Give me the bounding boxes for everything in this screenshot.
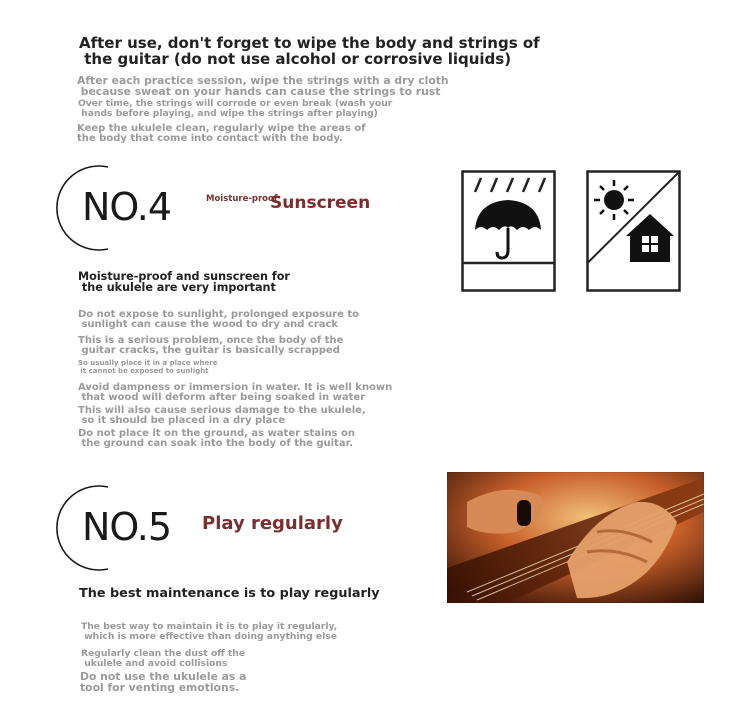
moisture-proof-label: Moisture-proof [206, 194, 278, 204]
sun-house-icon [586, 170, 681, 292]
section4-paragraph-3: So usually place it in a place where it cannot be exposed to sunlight [78, 359, 218, 375]
section5-paragraph-2: Regularly clean the dust off the ukulele and avoid collisions [81, 648, 246, 669]
section5-subtitle: The best maintenance is to play regularly [79, 586, 380, 601]
care-paragraph-3: Keep the ukulele clean, regularly wipe the areas of the body that come into contact with the body. [77, 123, 366, 144]
section4-paragraph-5: This will also cause serious damage to the ukulele, so it should be placed in a dry place [78, 405, 366, 426]
section4-paragraph-1: Do not expose to sunlight, prolonged exposure to sunlight can cause the wood to dry and crack [78, 309, 360, 330]
section4-paragraph-2: This is a serious problem, once the body of the guitar cracks, the guitar is basically scrapped [78, 335, 344, 356]
sunscreen-heading: Sunscreen [270, 193, 371, 213]
section5-paragraph-3: Do not use the ukulele as a tool for venting emotions. [80, 670, 247, 694]
section-number-5: NO.5 [82, 505, 172, 549]
section4-paragraph-4: Avoid dampness or immersion in water. It is well known that wood will deform after being soaked in water [78, 382, 393, 403]
section-number-4: NO.4 [82, 185, 172, 229]
guitar-playing-photo [447, 472, 704, 603]
play-regularly-heading: Play regularly [202, 513, 343, 534]
care-paragraph-2: Over time, the strings will corrode or even break (wash your hands before playing, and wipe the strings after playing) [78, 98, 393, 119]
section5-paragraph-1: The best way to maintain it is to play it regularly, which is more effective than doing anything else [81, 621, 338, 642]
care-title: After use, don't forget to wipe the body and strings of the guitar (do not use alcohol or corrosive liquids) [79, 34, 540, 68]
section4-subtitle: Moisture-proof and sunscreen for the ukulele are very important [78, 270, 290, 294]
care-paragraph-1: After each practice session, wipe the strings with a dry cloth because sweat on your hands can cause the strings to rust [77, 74, 449, 98]
section4-paragraph-6: Do not place it on the ground, as water stains on the ground can soak into the body of the guitar. [78, 428, 355, 449]
umbrella-rain-icon [461, 170, 556, 292]
